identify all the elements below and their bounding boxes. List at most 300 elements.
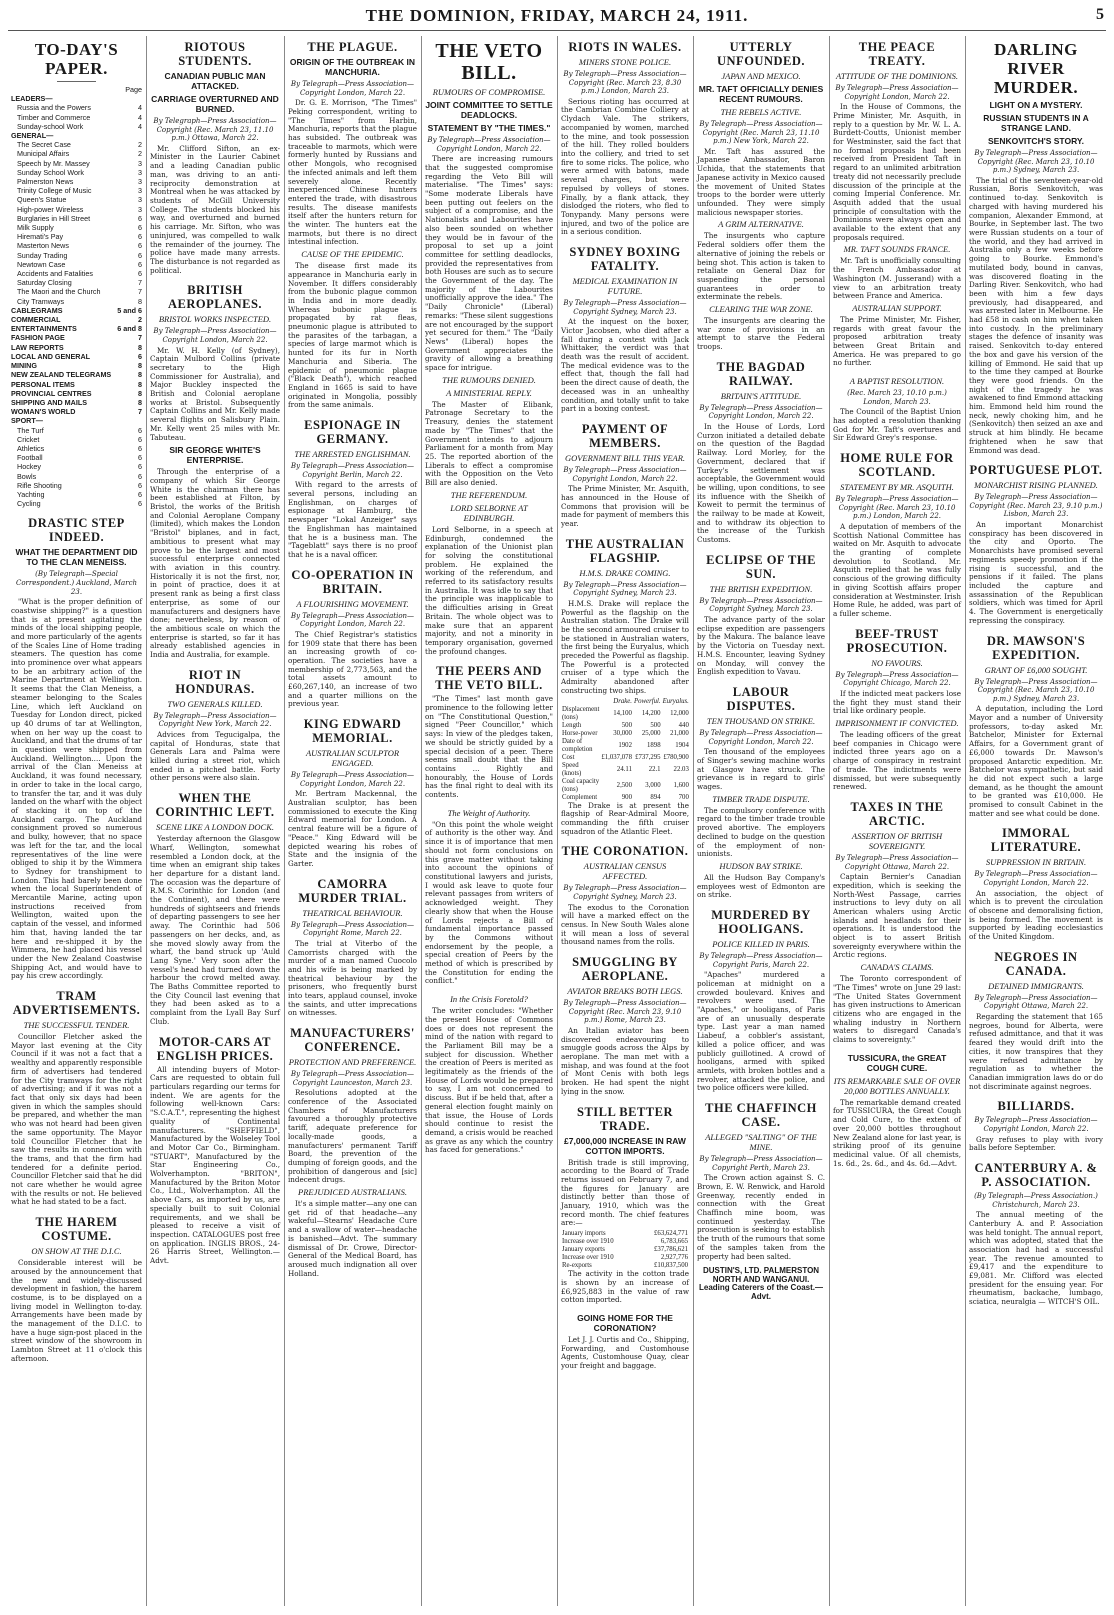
toc-entry-label: Palmerston News	[17, 177, 74, 187]
dateline: By Telegraph—Press Association—Copyright Ottawa, March 22.	[974, 993, 1098, 1011]
subheadline: THE RUMOURS DENIED.	[442, 374, 536, 385]
subheadline: SENKOVITCH'S STORY.	[987, 136, 1084, 146]
headline: THE PEACE TREATY.	[858, 40, 936, 68]
table-cell: Complement	[562, 793, 598, 801]
subheadline: AUSTRALIAN SCULPTOR ENGAGED.	[305, 748, 400, 769]
subheadline: ITS REMARKABLE SALE OF OVER 20,000 BOTTLES ANNUALLY.	[833, 1075, 961, 1096]
table-cell: 22.03	[673, 765, 689, 773]
body-text: Lord Selborne, in a speech at Edinburgh, condemned the explanation of the Unionist plan for solving the constitutional problem. He explained the working of the referendum, and referred to its satisfactory results in Australia. It was idle to say that the principle was inapplicable to the difficulties arising in Great Britain. The whole object was to make sure that an apparent majority, and not a minority in temporary organisation, governed the profound changes.	[425, 524, 553, 656]
toc-entry-page: 7	[138, 287, 142, 297]
headline: HOME RULE FOR SCOTLAND.	[840, 451, 954, 480]
body-text: Mr. W. H. Kelly (of Sydney), Captain Mulbord Collins (private secretary to the High Commissioner for Australia), and Major Buckley inspected the British and Colonial aeroplane works at Bristol. Subsequently Captain Collins and Mr. Kelly made several flights on Salisbury Plain. Mr. Kelly went 25 miles with Mr. Tabuteau.	[150, 345, 280, 442]
body-text: The Chief Registrar's statistics for 1909 state that there has been an increasing growth of co-operation. The societies have a membership of 2,773,563, and the total assets amount to £60,267,140, an increase of two and a quarter millions on the previous year.	[288, 629, 417, 709]
dateline: By Telegraph—Press Association—Copyright (Rec. March 23, 9.10 p.m.) Lisbon, March 23.	[969, 493, 1103, 519]
subheadline: HUDSON BAY STRIKE.	[719, 860, 803, 871]
toc-entry-page: 4	[138, 112, 142, 122]
subheadline: ON SHOW AT THE D.I.C.	[31, 1246, 122, 1257]
subheadline: SCENE LIKE A LONDON DOCK.	[156, 822, 274, 833]
body-text: H.M.S. Drake will replace the Powerful as the flagship on the Australian station. The Drake will be the second armoured cruiser to be stationed in Australian waters, the first being the Euryalus, which preceded the Powerful as flagship. The Powerful is a protected cruiser of a type which the Admiralty abandoned after constructing two ships.	[561, 598, 689, 695]
subheadline: TWO GENERALS KILLED.	[167, 698, 263, 709]
toc-entry-label: Cricket	[17, 434, 40, 444]
table-cell: 6,783,665	[660, 1238, 688, 1246]
toc-entry-label: Saturday Closing	[17, 278, 72, 288]
toc-entry	[11, 214, 142, 223]
toc-entry-page: 6	[138, 425, 142, 435]
article-billiards	[969, 1099, 1103, 1153]
toc-entry-label: LEADERS—	[11, 94, 53, 104]
article-smuggling	[561, 955, 689, 1096]
subheadline: LORD SELBORNE AT EDINBURGH.	[450, 502, 528, 523]
toc-entry	[11, 481, 142, 490]
table-cell: January imports	[562, 1230, 606, 1238]
ship-comparison-table	[561, 698, 690, 802]
toc-entry-page: 3	[138, 167, 142, 177]
body-text: All the Hudson Bay Company's employees west of Edmonton are on strike.	[697, 872, 825, 900]
table-cell: 500	[650, 721, 661, 729]
toc-entry-page: 5 and 6	[117, 305, 142, 315]
body-text: A deputation of members of the Scottish National Committee has waited on Mr. Asquith to advocate the granting of complete devolution to Scotland. Mr. Asquith replied that he was fully conscious of the growing difficulty in giving Scottish affairs proper consideration at Westminster. Irish Home Rule, he added, was part of a fuller scheme.	[833, 521, 961, 618]
dateline: By Telegraph—Press Association—Copyright Sydney, March 23.	[563, 884, 687, 901]
body-text: The activity in the cotton trade is shown by an increase of £6,925,883 in the value of raw cotton imported.	[561, 1269, 689, 1305]
subheadline: THE BRITISH EXPEDITION.	[709, 583, 813, 594]
subheadline: MONARCHIST RISING PLANNED.	[974, 480, 1098, 491]
headline: TAXES IN THE ARCTIC.	[850, 799, 944, 828]
table-row	[561, 1238, 689, 1246]
toc-entry	[11, 186, 142, 195]
headline: BEEF-TRUST PROSECUTION.	[846, 626, 948, 655]
toc-entry-page: 4	[138, 121, 142, 131]
toc-entry	[11, 278, 142, 287]
toc-entry-label: CABLEGRAMS	[11, 305, 63, 315]
body-text: At the inquest on the boxer, Victor Jacobsen, who died after a fall during a contest with Jack Whittaker, the verdict was that death was the result of accident. The medical evidence was to the effect that, though the fall had been the direct cause of death, the deceased was in an unhealthy condition, and totally unfit to take part in a boxing contest.	[561, 317, 689, 414]
subheadline: STATEMENT BY MR. ASQUITH.	[840, 482, 954, 493]
body-text: The trial of the seventeen-year-old Russian, Boris Senkovitch, was continued to-day. Senkovitch is charged with having murdered his companion, Alexander Emmond, at Bourke, in September last. The two were Russian students on a tour of the world, and they had arrived in Australia only a few weeks before going to Bourke. Emmond's mutilated body, bound in canvas, was discovered floating in the Darling River. Senkovitch, who had been with him a few days previously, had disappeared, and was arrested later in Melbourne. He had £58 in cash on him when taken into custody. In the preliminary stages the defence of insanity was raised. Senkovitch to-day entered the box and gave his version of the killing of Emmond. He said that up to the time they camped at Bourke they were good friends. On the night of the tragedy he was awakened to find Emmond attacking him. Emmond held him round the neck, newly choking him, and he (Senkovitch) then seized an axe and struck at him blindly. He became frightened when he saw that Emmond was dead.	[969, 175, 1103, 455]
dateline: By Telegraph—Press Association—Copyright London, March 22.	[974, 1116, 1098, 1133]
dateline: By Telegraph—Press Association—Copyright Sydney, March 23.	[563, 299, 687, 316]
column-8	[966, 36, 1106, 1606]
dateline: By Telegraph—Press Association—Copyright Sydney, March 23.	[563, 580, 687, 598]
table-header-cell: Drake.	[613, 697, 632, 705]
toc-entry-page: 6	[138, 471, 142, 481]
toc-entry-label: Yachting	[17, 489, 45, 499]
table-cell: 3,000	[645, 781, 661, 789]
table-cell: Displacement (tons)	[562, 705, 600, 721]
subheadline: A MINISTERIAL REPLY.	[446, 387, 532, 398]
trade-figures-table	[561, 1230, 689, 1270]
article-negroes	[969, 950, 1103, 1092]
toc-entry-label: Cycling	[17, 499, 41, 509]
dateline: By Telegraph—Press Association—Copyright London, March 22.	[153, 327, 277, 344]
headline: THE BAGDAD RAILWAY.	[716, 359, 806, 388]
toc-entry	[11, 333, 142, 342]
dateline: By Telegraph—Press Association—Copyright London, March 22.	[290, 771, 415, 788]
dateline: By Telegraph—Press Association—Copyright (Rec. March 23, 11.10 p.m.) New York, March 22.	[699, 120, 823, 146]
table-cell: 1902	[618, 741, 632, 749]
toc-entry	[11, 159, 142, 168]
body-text: Mr. Taft is unofficially consulting the French Ambassador at Washington (M. Jusserand) with a view to an arbitration treaty between France and America.	[833, 256, 961, 301]
body-text: In the House of Lords, Lord Curzon initiated a detailed debate on the question of the Bagdad Railway. Lord Morley, for the Government, declared that if Turkey's settlement was acceptable, the Government would be willing, upon conditions, to see its influence with the Sheikh of Koweit to permit the terminus of the railway to be made at Koweit, and to withdraw its objection to the increase of the Turkish Customs.	[697, 422, 825, 545]
subheadline: NO FAVOURS.	[871, 657, 923, 668]
toc-entry-label: PROVINCIAL CENTRES	[11, 388, 92, 398]
subheadline: JAPAN AND MEXICO.	[721, 71, 801, 81]
table-cell: 700	[678, 793, 689, 801]
article-tussicura	[833, 1053, 961, 1169]
masthead	[0, 0, 1114, 36]
dateline: By Telegraph—Press Association—Copyright New York, March 22.	[153, 711, 277, 729]
body-text: If the indicted meat packers lose the fight they must stand their trial like ordinary people.	[833, 688, 961, 716]
toc-entry-label: Newtown Case	[17, 259, 66, 269]
dateline: By Telegraph—Press Association—Copyright (Rec. March 23, 9.10 p.m.) Rome, March 23.	[563, 999, 687, 1025]
headline: STILL BETTER TRADE.	[577, 1104, 673, 1133]
toc-entry-label: City Tramways	[17, 296, 65, 306]
toc-entry-label: The Maori and the Church	[17, 287, 101, 297]
subheadline: MINERS STONE POLICE.	[578, 57, 672, 67]
toc-entry-label: Sunday School Work	[17, 167, 84, 177]
toc-entry	[11, 297, 142, 306]
dateline: By Telegraph—Press Association—Copyright (Rec. March 23, 10.10 p.m.) London, March 22.	[835, 495, 959, 521]
body-text: The Drake is at present the flagship of Rear-Admiral Moore, commanding the fifth cruiser squadron of the Atlantic Fleet.	[561, 800, 689, 836]
subheadline: BRISTOL WORKS INSPECTED.	[158, 314, 272, 325]
table-cell: Speed (knots)	[562, 761, 582, 777]
table-cell: 22.1	[648, 765, 661, 773]
headline: THE PLAGUE.	[307, 40, 398, 54]
body-text: British trade is still improving, according to the Board of Trade returns issued on February 7, and the figures for January are distinctly better than those of January, 1910, which was the record month. The chief features are:—	[561, 1157, 689, 1228]
toc-entry-label: ENTERTAINMENTS	[11, 324, 77, 334]
table-row	[561, 1230, 689, 1238]
masthead-title: THE DOMINION, FRIDAY, MARCH 24, 1911.	[365, 6, 749, 25]
subheadline: CLEARING THE WAR ZONE.	[709, 304, 813, 315]
toc-entry	[11, 444, 142, 453]
headline: PORTUGUESE PLOT.	[969, 463, 1103, 478]
table-cell: Re-exports	[562, 1262, 592, 1270]
toc-entry-label: MINING	[11, 361, 37, 371]
column-2	[147, 36, 283, 1606]
headline: CANTERBURY A. & P. ASSOCIATION.	[974, 1160, 1098, 1189]
headline: THE CORONATION.	[561, 844, 689, 859]
body-text: "What is the proper definition of coastwise shipping?" is a question that is at present agitating the minds of the local shipping people, and more particularly of the agents of the Scales Line of Home trading steamers. The question has come into prominence over what appears to be an arbitrary action of the Marine Department at Wellington. It seems that the Clan Meneiss, a steamer belonging to the Scales Line, which left Auckland on Tuesday for London direct, picked up 40 drums of tar at Wellington, when on her way up the coast to Auckland, and that the drums of tar in question were shipped from Auckland. Wellington.... Upon the arrival of the Clan Meneiss at Auckland, it was found necessary, in order to take in the local cargo, to transfer the tar, and it was duly landed on the wharf with the object of stacking it on top of the Auckland cargo. The Auckland consignment proved so numerous and bulky, however, that no space was left for the tar, and the local representatives of the line were obliged to ship it by the Wimmera to Sydney for transhipment to London. This had barely been done when the local Superintendent of Mercantile Marine, acting upon instructions received from Wellington, waited upon the captain of the vessel, and informed him that, having landed the tar here and re-shipped it by the Wimmera, he had placed his vessel under the New Zealand Coastwise Shipping Act, and would have to pay his crew accordingly.	[11, 597, 142, 981]
toc-entry	[11, 370, 142, 379]
column-5	[558, 36, 692, 1606]
toc-entry	[11, 426, 142, 435]
toc-entry	[11, 435, 142, 444]
subheadline: POLICE KILLED IN PARIS.	[712, 939, 810, 950]
toc-entry-page: 6	[138, 269, 142, 279]
body-text: "On this point the whole weight of authority is the other way. And since it is of importance that men should not form conclusions on this grave matter without taking into account the opinions of constitutional lawyers and jurists, I would ask leave to quote four relevant passages from writers of acknowledged weight. They clearly show that when the House of Lords rejects a Bill of fundamental importance passed by the Commons without endorsement by the people, a special creation of Peers by the method of which is prescribed by the Constitution for ending the conflict."	[425, 819, 553, 986]
column-4	[422, 36, 556, 1606]
subheadline: RUSSIAN STUDENTS IN A STRANGE LAND.	[983, 113, 1089, 133]
headline: NEGROES IN CANADA.	[994, 949, 1078, 978]
table-cell: 500	[621, 721, 632, 729]
toc-entry-label: Milk Supply	[17, 223, 54, 233]
article-manufacturers	[288, 1026, 417, 1278]
dateline: By Telegraph—Press Association—Copyright Perth, March 23.	[699, 1155, 823, 1172]
toc-entry-label: Speech by Mr. Massey	[17, 158, 90, 168]
toc-heading: TO-DAY'S PAPER.	[34, 40, 119, 78]
table-row	[561, 1246, 689, 1254]
toc-entry-label: Bowls	[17, 471, 37, 481]
headline: RIOTS IN WALES.	[568, 40, 682, 54]
toc-entry	[11, 499, 142, 508]
toc-entry-label: Football	[17, 453, 43, 463]
toc-entry-page: 6	[138, 232, 142, 242]
table-cell: January exports	[562, 1246, 605, 1254]
body-text: A deputation, including the Lord Mayor and a number of University professors, to-day asked Mr. Batchelor, Minister for External Affairs, for a Government grant of £6,000 towards Dr. Mawson's proposed Antarctic expedition. Mr. Batchelor was sympathetic, but said he did not expect such a large demand, as he thought the amount to be granted was £10,000. He promised to consult Cabinet in the matter and see what could be done.	[969, 704, 1103, 818]
subheadline: THE SUCCESSFUL TENDER.	[23, 1020, 130, 1031]
headline: THE HAREM COSTUME.	[35, 1215, 118, 1244]
subheadline: GRANT OF £6,000 SOUGHT.	[984, 664, 1088, 675]
dateline: By Telegraph—Press Association—Copyright (Rec. March 23, 11.10 p.m.) Ottawa, March 22.	[153, 117, 277, 143]
table-row	[561, 778, 690, 794]
subheadline: THE ARRESTED ENGLISHMAN.	[294, 449, 411, 460]
subheadline: PREJUDICED AUSTRALIANS.	[298, 1187, 407, 1198]
toc-entry-page: 6	[138, 480, 142, 490]
headline: ECLIPSE OF THE SUN.	[706, 552, 816, 581]
dateline: By Telegraph—Press Association—Copyright (Rec. March 23, 10.10 p.m.) Sydney, March 23.	[974, 149, 1098, 175]
dateline: By Telegraph—Press Association—Copyright London, March 22.	[974, 870, 1098, 888]
article-crisis	[425, 994, 553, 1155]
article-baptist	[833, 376, 961, 443]
subheadline: SUPPRESSION IN BRITAIN.	[985, 857, 1087, 868]
body-text: Ten thousand of the employees of Singer's sewing machine works at Glasgow have struck. The grievance is in regard to girls' wages.	[697, 747, 825, 791]
body-text: "The Times" last month gave prominence to the following letter on "The Constitutional Question," signed "Peer Councillor," which says: In view of the pledges taken, we should be strictly guided by a special decision of a peer. There seems small doubt that the Bill contains ... Rightly and honourably, the House of Lords has the final right to deal with its contents.	[425, 694, 553, 800]
subheadline: AUSTRALIAN SUPPORT.	[852, 302, 942, 313]
dateline: By Telegraph—Press Association—Copyright Paris, March 22.	[699, 952, 823, 969]
article-payment	[561, 422, 689, 529]
subheadline: MR. TAFT SOUNDS FRANCE.	[843, 244, 951, 255]
toc-entry-page: 6	[138, 462, 142, 472]
headline: GOING HOME FOR THE CORONATION?	[577, 1312, 673, 1333]
toc-page-header: Page	[125, 85, 142, 94]
masthead-rule	[8, 30, 1106, 31]
subheadline: A FLOURISHING MOVEMENT.	[296, 598, 409, 609]
toc-list	[11, 94, 142, 508]
table-cell: 1898	[647, 741, 661, 749]
toc-entry-page: 2	[138, 140, 142, 150]
subheadline: DETAINED IMMIGRANTS.	[988, 980, 1084, 991]
table-cell: 21,000	[670, 729, 689, 737]
body-text: The Toronto correspondent of "The Times" wrote on June 29 last: "The United States Government has given instructions to American citizens who are engaged in the whaling industry in Northern waters to disregard Canada's claims to sovereignty."	[833, 974, 961, 1045]
table-row	[561, 738, 690, 754]
headline: MANUFACTURERS' CONFERENCE.	[290, 1026, 415, 1055]
dateline: By Telegraph—Press Association—Copyright (Rec. March 23, 8.30 p.m.) London, March 23.	[563, 70, 687, 96]
toc-entry-page: 3	[138, 195, 142, 205]
article-labour	[697, 685, 825, 900]
toc-entry	[11, 389, 142, 398]
toc-header-row	[11, 85, 142, 94]
toc-entry	[11, 241, 142, 250]
article-eclipse	[697, 553, 825, 677]
subheadline: CAUSE OF THE EPIDEMIC.	[301, 249, 404, 260]
table-cell: 894	[650, 793, 661, 801]
body-text: All intending buyers of Motor-Cars are requested to obtain full particulars regarding our terms for indent. We are agents for the following well-known Cars: "S.C.A.T.", representing the highest quality of Continental manufacturers. "SHEFFIELD", Manufactured by the Wolseley Tool and Motor Car Co., Birmingham. "STUART", Manufactured by the Star Engineering Co., Wolverhampton. "BRITON", Manufactured by the Briton Motor Co., Ltd., Wolverhampton. All the above Cars, as imported by us, are specially built to suit Colonial requirements, and we shall be pleased to receive a visit of inspection. CATALOGUES post free on application. INGLIS BROS., 24-26 Harris Street, Wellington.—Advt.	[150, 1064, 280, 1266]
toc-entry-label: FASHION PAGE	[11, 333, 65, 343]
subheadline: MEDICAL EXAMINATION IN FUTURE.	[572, 276, 678, 297]
toc-entry-page: 6	[138, 213, 142, 223]
body-text: The writer concludes: "Whether the present House of Commons does or does not represent the mind of the nation with regard to the Parliament Bill may be a subject for discussion. Whether the creation of Peers is merited as legitimately as the friends of the House of Lords would be prepared to say, I am not concerned to discuss. But if be held that, after a general election fought mainly on that issue, the House of Lords should continue to resist the demand, a crisis would be reached as grave as any which the country has faced for generations."	[425, 1006, 553, 1155]
body-text: The remarkable demand created for TUSSICURA, the Great Cough and Cold Cure, to the extent of over 20,000 bottles throughout New Zealand alone for last year, is striking proof of its genuine medicinal value. Of all chemists, 1s. 6d., 2s. 6d., and 4s. 6d.—Advt.	[833, 1097, 961, 1168]
body-text: Yesterday afternoon the Glasgow Wharf, Wellington, somewhat resembled a London dock, at the time when an emigrant ship takes her departure for a distant land. The occasion was the departure of R.M.S. Corinthic for London (and the Continent), and there were hundreds of sightseers and friends of departing passengers to see her away. The Corinthic had 506 passengers on her decks, and, as she moved slowly away from the wharf, the band struck up 'Auld Lang Syne.' Very soon after the vessel's head had turned down the harbour the crowd melted away. The Baths Committee reported to the City Council last evening that they had been asked as to a complaint from the Lyall Bay Surf Club.	[150, 834, 280, 1026]
body-text: In the House of Commons, the Prime Minister, Mr. Asquith, in reply to a question by Mr. W. L. A. Burdett-Coutts, Unionist member for Westminster, said the fact that no formal proposals had been received from President Taft in regard to an unlimited arbitration treaty did not necessarily preclude discussion of the principle at the coming Imperial Conference. Mr. Asquith added that the usual principle of consultation with the Dominions were always open and available to the extent that any proposals required.	[833, 102, 961, 242]
toc-entry-page: 3	[138, 158, 142, 168]
dateline: (Rec. March 23, 10.10 p.m.) London, March 23.	[847, 389, 947, 406]
toc-entry-page: 4	[138, 103, 142, 113]
toc-entry	[11, 223, 142, 232]
body-text: Gray refuses to play with ivory balls before September.	[969, 1134, 1103, 1153]
table-header-row	[561, 698, 690, 706]
toc-entry	[11, 407, 142, 416]
toc-entry-label: Masterton News	[17, 241, 69, 251]
advertisement: DUSTIN'S, LTD. PALMERSTON NORTH AND WANGANUI. Leading Caterers of the Coast.—Advt.	[698, 1266, 824, 1301]
toc-entry-label: Rifle Shooting	[17, 480, 62, 490]
table-cell: £737,295	[635, 753, 661, 761]
toc-entry-label: The Turf	[17, 425, 44, 435]
article-portuguese	[969, 463, 1103, 625]
body-text: Captain Bernier's Canadian expedition, which is seeking the North-West Passage, carries instructions to levy duty on all American whalers using Arctic islands and headlands for their operations. It is understood the object is to assert British sovereignty everywhere within the Arctic regions.	[833, 872, 961, 960]
body-text: The Master of Elibank, Patronage Secretary to the Treasury, denies the statement made by "The Times" that the Government intends to adjourn Parliament for a month from May 25. The reported abortion of the Liberals to effect a compromise with the Opposition on the Veto Bill are also denied.	[425, 399, 553, 488]
body-text: The annual meeting of the Canterbury A. and P. Association was held tonight. The annual report, which was adopted, stated that the association had had a successful year. The revenue amounted to £9,417 and the expenditure to £9,081. Mr. Clifford was elected president for the ensuing year. For rheumatism, backache, lumbago, sciatica, neuralgia — WITCH'S OIL.	[969, 1210, 1103, 1307]
toc-entry-page: 7	[138, 407, 142, 417]
table-header-cell	[561, 698, 600, 706]
body-text: The exodus to the Coronation will have a marked effect on the census. In New South Wales alone it will mean a loss of several thousand names from the rolls.	[561, 902, 689, 947]
toc-entry-page: 8	[138, 379, 142, 389]
headline: CO-OPERATION IN BRITAIN.	[291, 567, 414, 596]
dateline: By Telegraph—Press Association—Copyright Ottawa, March 22.	[835, 853, 959, 871]
toc-entry	[11, 361, 142, 370]
toc-entry-page: 8	[138, 296, 142, 306]
toc-entry-label: WOMAN'S WORLD	[11, 407, 76, 417]
table-cell: 440	[678, 721, 689, 729]
dateline: By Telegraph—Press Association—Copyright London, March 22.	[290, 80, 415, 97]
headline: MURDERED BY HOOLIGANS.	[711, 908, 811, 937]
headline: PAYMENT OF MEMBERS.	[581, 421, 669, 450]
subheadline: TEN THOUSAND ON STRIKE.	[706, 715, 816, 726]
headline: BILLIARDS.	[997, 1099, 1075, 1114]
subheadline: TIMBER TRADE DISPUTE.	[712, 793, 810, 804]
headline: ESPIONAGE IN GERMANY.	[304, 418, 401, 447]
table-cell: £780,900	[663, 753, 689, 761]
article-espionage	[288, 418, 417, 560]
toc-entry-page: 3	[138, 177, 142, 187]
article-darling	[969, 40, 1103, 455]
article-boxing	[561, 245, 689, 414]
toc-entry	[11, 269, 142, 278]
page-number: 5	[1096, 6, 1104, 23]
toc-entry	[11, 113, 142, 122]
table-row	[561, 706, 690, 722]
headline: DRASTIC STEP INDEED.	[28, 516, 125, 545]
toc-entry	[11, 324, 142, 333]
article-honduras	[150, 668, 280, 783]
toc-entry-label: NEW ZEALAND TELEGRAMS	[11, 370, 112, 380]
subheadline: CANADA'S CLAIMS.	[860, 962, 934, 973]
subheadline: CANADIAN PUBLIC MAN ATTACKED.	[164, 71, 266, 91]
headline: RIOTOUS STUDENTS.	[178, 40, 252, 68]
subheadline: THEATRICAL BEHAVIOUR.	[302, 907, 403, 918]
subheadline: THE REBELS ACTIVE.	[720, 107, 802, 117]
subheadline: A BAPTIST RESOLUTION.	[849, 376, 945, 387]
toc-entry-label: High-power Wireless	[17, 204, 84, 214]
toc-entry	[11, 453, 142, 462]
headline: THE PEERS AND THE VETO BILL.	[435, 664, 543, 693]
headline: SYDNEY BOXING FATALITY.	[569, 245, 681, 274]
headline: RIOT IN HONDURAS.	[175, 667, 255, 696]
toc-entry	[11, 94, 142, 103]
toc-entry-page: 6	[138, 241, 142, 251]
article-harem	[11, 1215, 142, 1363]
table-cell: 1904	[675, 741, 689, 749]
table-cell: 900	[621, 793, 632, 801]
article-canterbury	[969, 1161, 1103, 1307]
toc-entry-label: GENERAL—	[11, 131, 54, 141]
toc-entry-page: 8	[138, 342, 142, 352]
body-text: Considerable interest will be aroused by the announcement that the new and widely-discussed development in fashion, the harem costume, is to be displayed on a living model in Wellington to-day. Arrangements have been made by the management of the D.I.C. to have a huge sign-post placed in the street window of the showroom in Lambton Street at 11 o'clock this afternoon.	[11, 1258, 142, 1363]
column-1	[8, 36, 145, 1606]
body-text: "Apaches" murdered a policeman at midnight on a crowded boulevard. Knives and revolvers were used. The "Apaches," or hooligans, of Paris are of an unusually desperate type. Last year a man named Liabeuf, a cobbler's assistant, killed a police officer, and was publicly guillotined. A crowd of hooligans, armed with spiked armlets, with broken bottles and a revolver, attacked the police, and two police officers were killed.	[697, 970, 825, 1093]
toc-entry-page: 8	[138, 388, 142, 398]
toc-entry-label: LAW REPORTS	[11, 342, 64, 352]
body-text: It's a simple matter—any one can get rid of that headache—any wakeful—Stearns' Headache Cure and a swallow of water—headache is banished—Advt. The summary dismissal of Dr. Crowe, Director-General of the Medical Board, has aroused much indignation all over Holland.	[288, 1199, 417, 1278]
table-cell: Length	[562, 721, 582, 729]
toc-entry-label: Queen's Statue	[17, 195, 67, 205]
article-immoral	[969, 826, 1103, 941]
dateline: By Telegraph—Press Association—Copyright (Rec. March 23, 10.10 p.m.) Sydney, March 23.	[974, 677, 1098, 703]
article-riotous	[150, 40, 280, 275]
subheadline: AUSTRALIAN CENSUS AFFECTED.	[583, 861, 667, 882]
toc-entry-label: Hiremati's Pay	[17, 232, 64, 242]
subheadline: STATEMENT BY "THE TIMES."	[427, 123, 551, 133]
toc-entry	[11, 306, 142, 315]
subheadline: £7,000,000 INCREASE IN RAW COTTON IMPORTS.	[564, 1135, 686, 1156]
body-text: The disease first made its appearance in Manchuria early in November. It differs considerably from the bubonic plague common in India and in more deadly. Whereas bubonic plague is propagated by rat fleas, pneumonic plague is attributed to the parasites of the tarbagan, a species of large marmot which is hunted for its fur in North Manchuria and Siberia. The epidemic of pneumonic plague ("Black Death"), which reached England in 1665 is said to have originated in Mongolia, possibly from the same animals.	[288, 261, 417, 410]
headline: BRITISH AEROPLANES.	[167, 283, 263, 312]
headline: WHEN THE CORINTHIC LEFT.	[155, 791, 275, 820]
toc-entry-page: 7	[138, 278, 142, 288]
toc-entry-label: Municipal Affairs	[17, 149, 70, 159]
toc-entry-label: Trinity College of Music	[17, 186, 92, 196]
table-header-cell: Powerful.	[633, 697, 661, 705]
article-peace	[833, 40, 961, 368]
table-cell: 2,500	[616, 781, 632, 789]
headline: LABOUR DISPUTES.	[726, 684, 796, 713]
toc-entry	[11, 251, 142, 260]
toc-entry-label: Timber and Commerce	[17, 112, 91, 122]
dateline: By Telegraph—Press Association—Copyright Launceston, March 23.	[290, 1070, 415, 1087]
dateline: By Telegraph—Press Association—Copyright Sydney, March 23.	[699, 596, 823, 614]
body-text: Let J. J. Curtis and Co., Shipping, Forwarding, and Customhouse Agents, Customhouse Quay, clear your freight and baggage.	[561, 1334, 689, 1371]
article-goinghome	[561, 1313, 689, 1371]
body-text: The Council of the Baptist Union has adopted a resolution thanking God for Mr. Taft's overtures and Sir Edward Grey's response.	[833, 407, 961, 443]
toc-entry-page: 3	[138, 186, 142, 196]
toc-entry-page: 6	[138, 434, 142, 444]
headline: DARLING RIVER MURDER.	[993, 40, 1079, 97]
table-cell: Increase over 1910	[562, 1254, 614, 1262]
body-text: The insurgents are clearing the war zone of provisions in an attempt to starve the Federal troops.	[697, 316, 825, 352]
article-motorcars	[150, 1035, 280, 1266]
toc-entry-page: 3	[138, 204, 142, 214]
table-cell: Coal capacity (tons)	[562, 777, 600, 793]
article-drastic	[11, 516, 142, 981]
toc-entry	[11, 168, 142, 177]
toc-entry	[11, 472, 142, 481]
body-text: The compulsory conference with regard to the timber trade trouble proved abortive. The employers declined to budge on the question of the employment of non-unionists.	[697, 805, 825, 859]
headline: TUSSICURA, the GREAT COUGH CURE.	[847, 1052, 947, 1073]
article-unfounded	[697, 40, 825, 352]
body-text: Mr. Bertram Mackennal, the Australian sculptor, has been commissioned to execute the King Edward memorial for London. A central feature will be a figure of "Peace." King Edward will be depicted wearing his robes of State and the insignia of the Garter.	[288, 789, 417, 868]
toc-entry-page: 6	[138, 259, 142, 269]
subheadline: AVIATOR BREAKS BOTH LEGS.	[567, 986, 683, 997]
body-text: Councillor Fletcher asked the Mayor last evening at the City Council if it was not a fact that a wealthy and apparently responsible firm of advertisers had tendered for the City tramways for the right of advertising; and if it was not a fact that only six days had been given in which the samples should be prepared, and whether the man who was not heard had been given the same opportunity. The Mayor told Councillor Fletcher that he saw the results in connection with the trams, and that the firm had tendered for a definite period. Councillor Fletcher said that he did not care whether he would agree with the results or not. He believed what he had stated to be a fact.	[11, 1032, 142, 1207]
toc-entry-label: Burglaries in Hill Street	[17, 213, 91, 223]
